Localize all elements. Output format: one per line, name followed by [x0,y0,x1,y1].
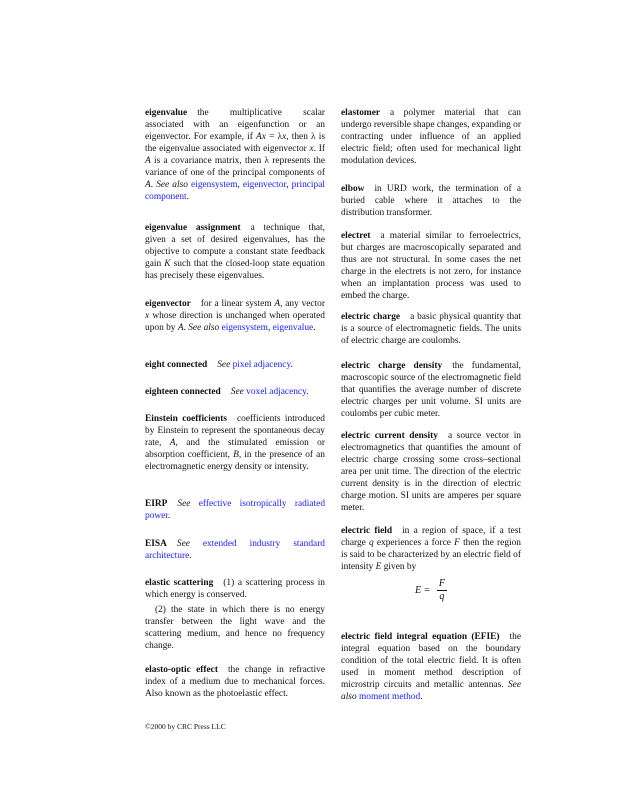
glossary-entry [341,230,521,302]
definition-text: given by [381,562,417,572]
definition-text: . [167,511,171,521]
definition-text: . [306,387,309,397]
definition-text: such that the closed-loop state equation has precisely these eigenvalues. [145,259,325,281]
entry-definition [145,604,325,652]
entry-term: elastomer [341,108,381,118]
definition-text: . [183,323,189,333]
cross-reference-link[interactable]: voxel adjacency [246,387,307,397]
entry-definition [341,631,521,703]
cross-reference-link[interactable]: eigenvalue [272,323,314,333]
definition-text: the integral equation based on the boundary condition of the total electric field. It is often used in moment method description of microstrip circuits and metallic antennas. [341,632,521,690]
definition-text: (2) the state in which there is no energy transfer between the light wave and the scattering medium, and hence no frequency change. [145,605,325,651]
entry-term: elasto-optic effect [145,665,218,675]
entry-definition [145,107,325,203]
italic-text: A [145,180,151,190]
italic-text: See [177,499,191,509]
entry-definition [145,222,325,282]
definition-text: (1) a scattering process in which energy is conserved. [145,578,325,600]
definition-text [190,499,198,509]
definition-text: a basic physical quantity that is a source of electromagnetic fields. The units of electric charge are coulombs. [341,312,521,346]
definition-text: , [286,180,292,190]
equation-lhs: E = [415,584,431,596]
entry-term: eight connected [145,360,208,370]
italic-text: A [274,299,281,309]
entry-definition [145,413,325,473]
italic-text: F [454,538,460,548]
entry-term: electret [341,231,371,241]
glossary-entry [145,538,325,562]
definition-text: , then λ is the eigenvalue associated with eigenvector [145,132,325,154]
glossary-entry [145,386,325,398]
glossary-entry [145,577,325,652]
entry-definition [145,664,325,700]
definition-text: , any vector [280,299,325,309]
italic-text: A [145,156,151,166]
entry-term: Einstein coefficients [145,414,227,424]
definition-text: is a covariance matrix, then λ represents the variance of one of the principal components of [145,156,325,178]
equation-fraction [437,578,447,603]
definition-text: . [313,323,316,333]
entry-term: eigenvector [145,299,191,309]
definition-text: a technique that, given a set of desired eigenvalues, has the objective to compute a constant state feedback gain [145,223,325,269]
electric-field-equation [341,578,521,603]
definition-text: a polymer material that can undergo reversible shape changes, expanding or contracting under influence of an applied electric field; often used for mechanical light modulation devices. [341,108,521,166]
definition-text: the fundamental, macroscopic source of the electromagnetic field that quantifies the average number of discrete electric charges per unit volume. SI units are coulombs per cubic meter. [341,361,521,419]
italic-text: Ax [256,132,266,142]
italic-text: x [282,132,287,142]
definition-text: . If [313,144,325,154]
entry-definition [341,430,521,514]
entry-term: EISA [145,539,167,549]
entry-definition [341,525,521,573]
cross-reference-link[interactable]: eigenvector [242,180,287,190]
glossary-entry [341,183,521,219]
definition-text: . [420,692,423,702]
definition-text: , [267,323,273,333]
italic-text: x [145,311,150,321]
glossary-entry [145,413,325,473]
glossary-entry [145,107,325,203]
definition-text: in URD work, the termination of a buried cable where it attaches to the distribution transformer. [341,184,521,218]
cross-reference-link[interactable]: eigensystem [191,180,238,190]
cross-reference-link[interactable]: extended industry standard architecture [145,539,325,561]
definition-text: the change in refractive index of a medium due to mechanical forces. Also known as the photoelastic effect. [145,665,325,699]
italic-text: See also [341,680,521,702]
cross-reference-link[interactable]: eigensystem [221,323,268,333]
italic-text: E [375,562,382,572]
definition-text [190,539,203,549]
glossary-entry [145,498,325,522]
italic-text: See also [156,180,188,190]
glossary-entry [145,298,325,334]
entry-definition [341,360,521,420]
entry-definition [145,577,325,601]
definition-text: . [189,551,192,561]
definition-text: in a region of space, if a test charge [341,526,521,548]
glossary-entry [145,664,325,700]
glossary-entry [341,631,521,703]
equation-denominator: q [439,591,445,602]
entry-term: elastic scattering [145,578,214,588]
definition-text: . [186,192,190,202]
glossary-entry [341,311,521,347]
glossary-entry [341,430,521,514]
entry-definition [341,183,521,219]
definition-text: the multiplicative scalar associated with an eigenfunction or an eigenvector. For example, if [145,108,325,142]
definition-text: . [150,180,157,190]
entry-term: electric charge [341,312,401,322]
definition-text: a material similar to ferroelectrics, but charges are macroscopically separated and thus are not structural. In some cases the net charge in the electrets is not zero, for instance when an implantation process was used to embed the charge. [341,231,521,301]
entry-term: electric field [341,526,393,536]
entry-term: eigenvalue [145,108,188,118]
italic-text: See [230,387,244,397]
entry-definition [145,538,325,562]
definition-text: = λ [265,132,283,142]
entry-definition [145,359,325,371]
glossary-entry [145,222,325,282]
italic-text: A [169,438,176,448]
entry-term: eigenvalue assignment [145,223,241,233]
entry-term: elbow [341,184,365,194]
entry-definition [341,230,521,302]
definition-text: . [290,360,293,370]
entry-term: electric charge density [341,361,443,371]
entry-term: electric field integral equation (EFIE) [341,632,500,642]
cross-reference-link[interactable]: effective isotropically radiated power [145,499,326,521]
definition-text: coefficients introduced by Einstein to represent the spontaneous decay rate, [145,414,325,448]
definition-text: , [237,180,243,190]
definition-text: whose direction is unchanged when operated upon by [145,311,325,333]
equation-numerator: F [438,578,445,589]
glossary-entry [341,360,521,420]
cross-reference-link[interactable]: principal component [145,180,325,202]
italic-text: B [233,450,239,460]
copyright-footer: ©2000 by CRC Press LLC [145,722,226,731]
definition-text: , in the presence of an electromagnetic energy density or intensity. [145,450,325,472]
glossary-entry [145,359,325,371]
entry-term: EIRP [145,499,168,509]
entry-definition [341,107,521,167]
glossary-entry [341,525,521,573]
italic-text: q [369,538,374,548]
entry-definition [145,298,325,334]
italic-text: See also [188,323,220,333]
italic-text: See [217,360,231,370]
entry-definition [145,498,325,522]
definition-text: experiences a force [373,538,455,548]
definition-text: a source vector in electromagnetics that quantifies the amount of electric charge crossing some cross–sectional area per unit time. The direction of the electric current density is in the direction of electric charge motion. SI units are amperes per square meter. [341,431,521,513]
definition-text: for a linear system [200,299,275,309]
entry-term: electric current density [341,431,438,441]
cross-reference-link[interactable]: pixel adjacency [232,360,291,370]
entry-definition [145,386,325,398]
entry-term: eighteen connected [145,387,221,397]
italic-text: A [177,323,184,333]
italic-text: K [164,259,171,269]
italic-text: See [176,539,190,549]
definition-text: then the region is said to be characterized by an electric field of intensity [341,538,521,572]
definition-text: , and the stimulated emission or absorption coefficient, [145,438,325,460]
glossary-entry [341,107,521,167]
entry-definition [341,311,521,347]
cross-reference-link[interactable]: moment method [358,692,421,702]
italic-text: x [309,144,314,154]
